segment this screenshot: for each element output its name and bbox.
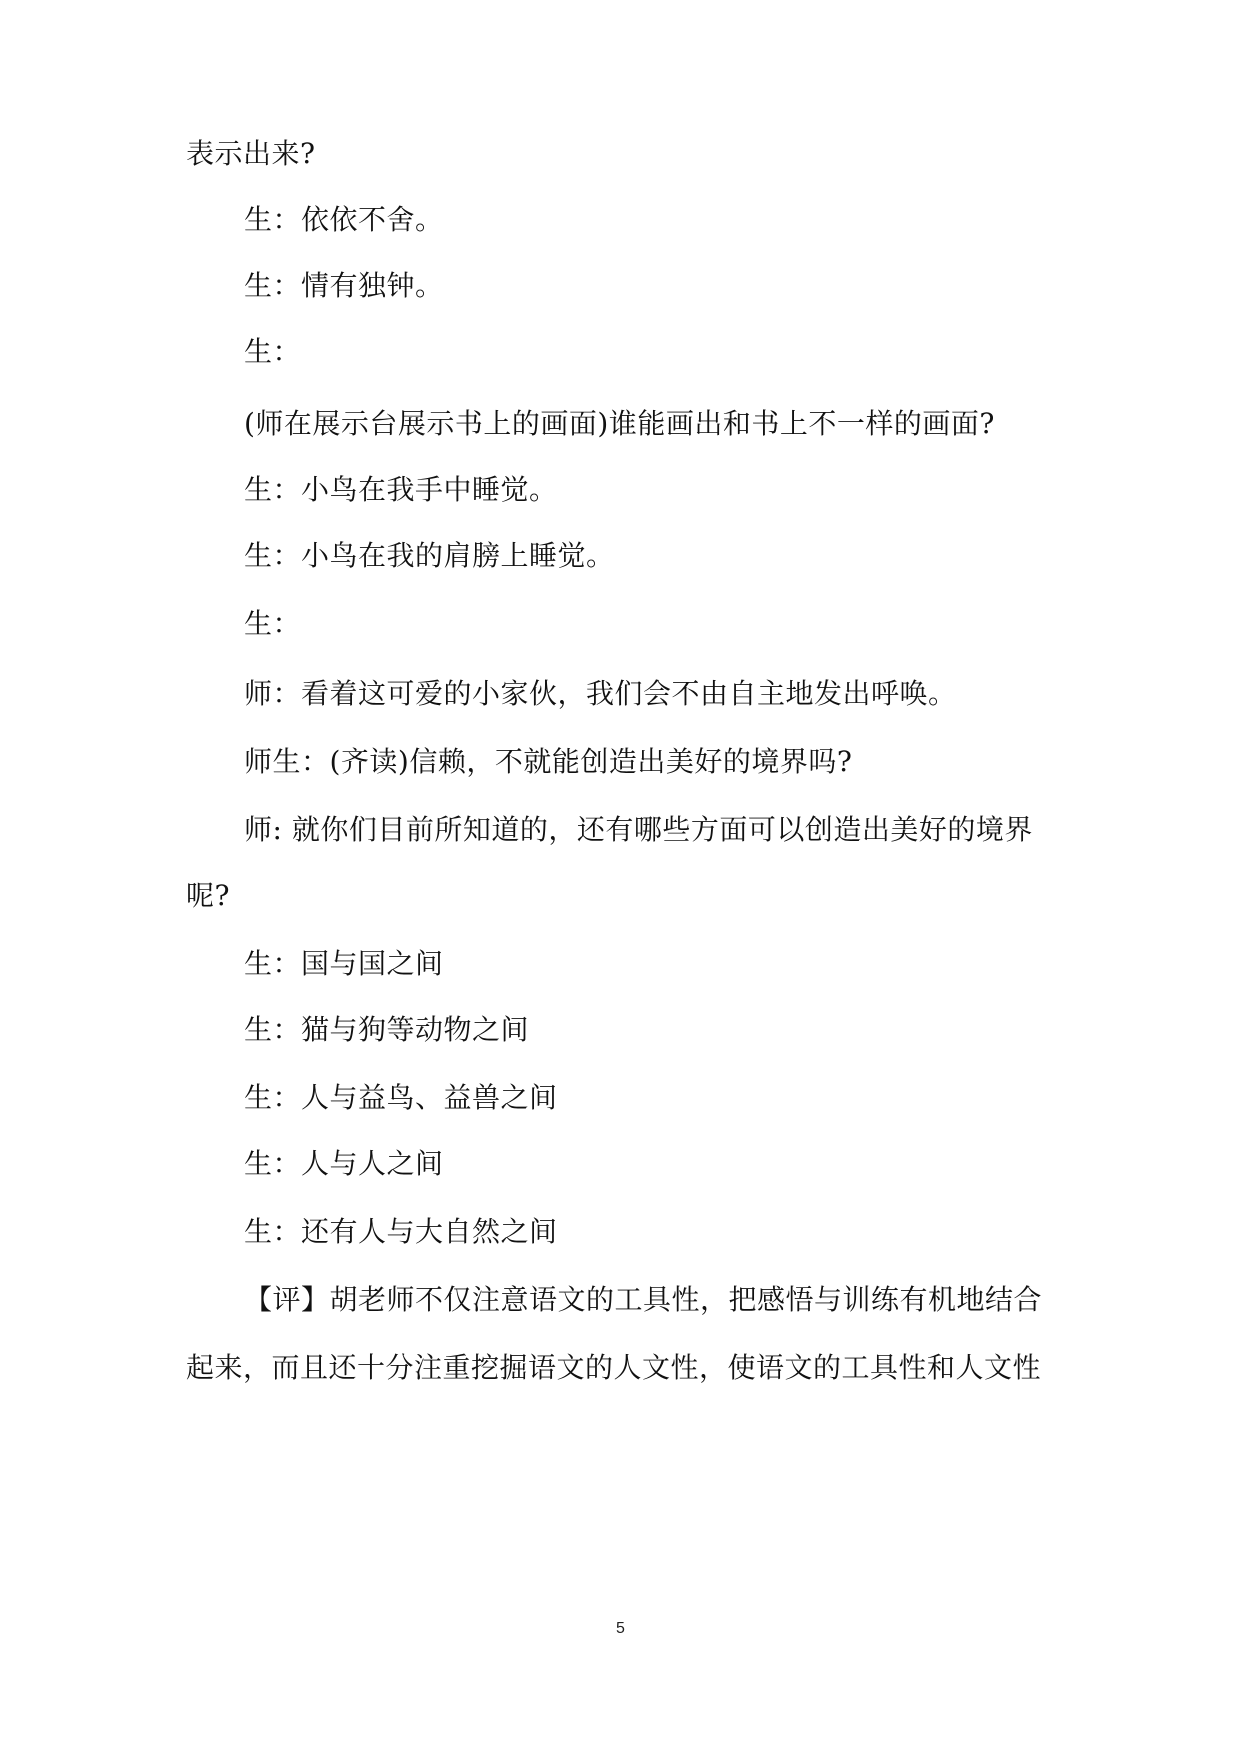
text-line: 表示出来? — [186, 137, 316, 170]
text-line: 生：国与国之间 — [244, 947, 444, 980]
text-line: 生：还有人与大自然之间 — [244, 1215, 558, 1248]
text-line: 呢? — [186, 879, 231, 912]
text-line: 师: 就你们目前所知道的，还有哪些方面可以创造出美好的境界 — [244, 813, 1033, 846]
text-line: (师在展示台展示书上的画面)谁能画出和书上不一样的画面? — [244, 407, 995, 440]
text-line: 生： — [244, 335, 302, 368]
text-line: 起来，而且还十分注重挖掘语文的人文性，使语文的工具性和人文性 — [186, 1351, 1042, 1384]
text-line: 生：依依不舍。 — [244, 203, 444, 236]
text-line: 【评】胡老师不仅注意语文的工具性，把感悟与训练有机地结合 — [244, 1283, 1043, 1316]
text-line: 师：看着这可爱的小家伙，我们会不由自主地发出呼唤。 — [244, 677, 957, 710]
text-line: 生：人与益鸟、益兽之间 — [244, 1081, 558, 1114]
text-line: 生：小鸟在我手中睡觉。 — [244, 473, 558, 506]
page-number: 5 — [616, 1620, 625, 1637]
text-line: 师生：(齐读)信赖，不就能创造出美好的境界吗? — [244, 745, 853, 778]
text-line: 生：猫与狗等动物之间 — [244, 1013, 530, 1046]
text-line: 生：人与人之间 — [244, 1147, 444, 1180]
text-line: 生： — [244, 607, 302, 640]
text-line: 生：小鸟在我的肩膀上睡觉。 — [244, 539, 615, 572]
text-line: 生：情有独钟。 — [244, 269, 444, 302]
